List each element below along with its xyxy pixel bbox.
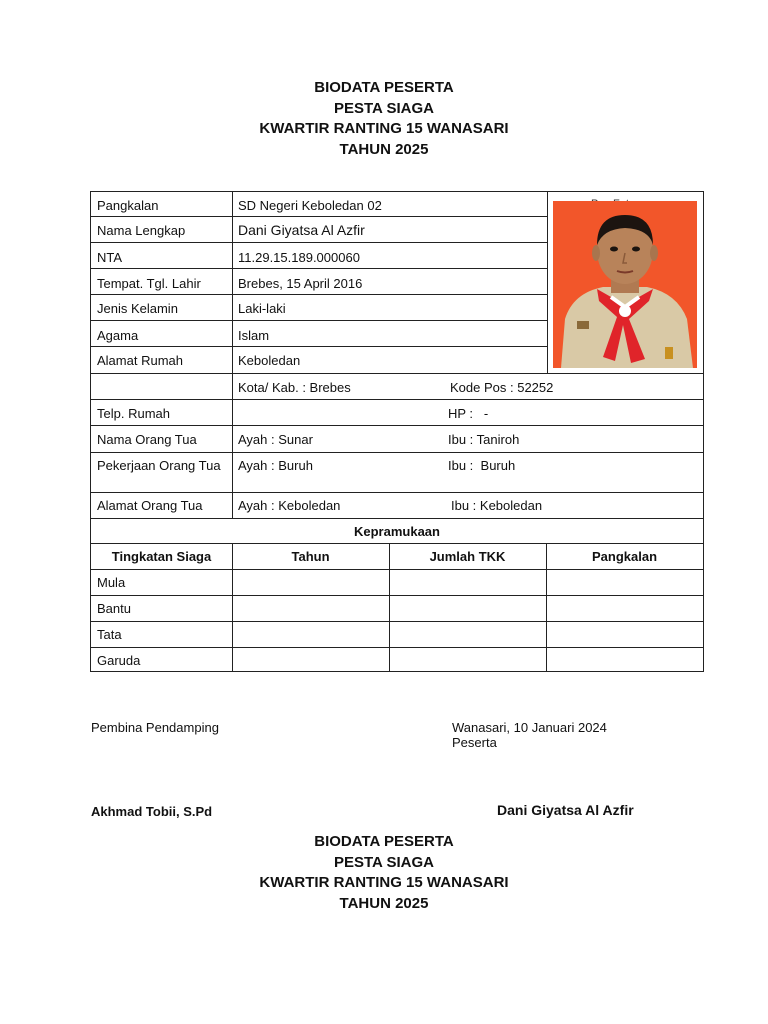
tingkatan-tata: Tata [97, 627, 122, 642]
column-header-pangkalan: Pangkalan [591, 549, 658, 564]
peserta-name: Dani Giyatsa Al Azfir [497, 802, 634, 818]
alamat-rumah-value: Keboledan [238, 353, 301, 368]
agama-label: Agama [97, 328, 139, 343]
nama-ayah-value: Ayah : Sunar [238, 432, 313, 447]
student-photo [553, 201, 697, 368]
nama-ibu-value: Ibu : Taniroh [448, 432, 520, 447]
tingkatan-bantu: Bantu [97, 601, 131, 616]
tingkatan-garuda: Garuda [97, 653, 141, 668]
peserta-title: Peserta [452, 735, 497, 750]
alamat-orang-tua-label: Alamat Orang Tua [97, 498, 203, 513]
biodata-table [90, 191, 704, 672]
document-header-repeat [0, 832, 768, 914]
kota-value: Kota/ Kab. : Brebes [238, 380, 351, 395]
pekerjaan-ibu-value: Ibu : Buruh [448, 458, 516, 473]
telp-label: Telp. Rumah [97, 406, 170, 421]
column-header-tahun: Tahun [291, 549, 330, 564]
header-title: BIODATA PESERTA [314, 833, 454, 850]
pangkalan-value: SD Negeri Keboledan 02 [238, 198, 382, 213]
header-organization: KWARTIR RANTING 15 WANASARI [259, 874, 509, 891]
kode-pos-value: Kode Pos : 52252 [450, 380, 554, 395]
header-organization: KWARTIR RANTING 15 WANASARI [259, 120, 509, 137]
jenis-kelamin-label: Jenis Kelamin [97, 301, 178, 316]
pekerjaan-ayah-value: Ayah : Buruh [238, 458, 313, 473]
pembina-title: Pembina Pendamping [91, 720, 219, 735]
column-header-tingkatan: Tingkatan Siaga [111, 549, 212, 564]
nama-orang-tua-label: Nama Orang Tua [97, 432, 197, 447]
jenis-kelamin-value: Laki-laki [238, 301, 286, 316]
pangkalan-label: Pangkalan [97, 198, 159, 213]
ttl-value: Brebes, 15 April 2016 [238, 276, 363, 291]
student-portrait-image [553, 201, 697, 368]
column-header-jumlah-tkk: Jumlah TKK [429, 549, 506, 564]
hp-value: HP : - [448, 406, 489, 421]
nama-label: Nama Lengkap [97, 223, 186, 238]
header-title: BIODATA PESERTA [314, 79, 454, 96]
header-year: TAHUN 2025 [339, 140, 429, 158]
nta-label: NTA [97, 250, 123, 265]
ttl-label: Tempat. Tgl. Lahir [97, 276, 201, 291]
pembina-name: Akhmad Tobii, S.Pd [91, 804, 213, 819]
nama-value: Dani Giyatsa Al Azfir [238, 222, 365, 238]
alamat-ibu-value: Ibu : Keboledan [451, 498, 543, 513]
place-date: Wanasari, 10 Januari 2024 [452, 720, 607, 735]
pekerjaan-orang-tua-label: Pekerjaan Orang Tua [97, 458, 221, 473]
header-year: TAHUN 2025 [339, 894, 429, 912]
nta-value: 11.29.15.189.000060 [238, 250, 360, 265]
document-header [0, 78, 768, 160]
tingkatan-mula: Mula [97, 575, 126, 590]
agama-value: Islam [238, 328, 270, 343]
alamat-ayah-value: Ayah : Keboledan [238, 498, 341, 513]
alamat-rumah-label: Alamat Rumah [97, 353, 183, 368]
header-event: PESTA SIAGA [333, 853, 434, 871]
header-event: PESTA SIAGA [333, 99, 434, 117]
kepramukaan-title: Kepramukaan [354, 524, 440, 539]
